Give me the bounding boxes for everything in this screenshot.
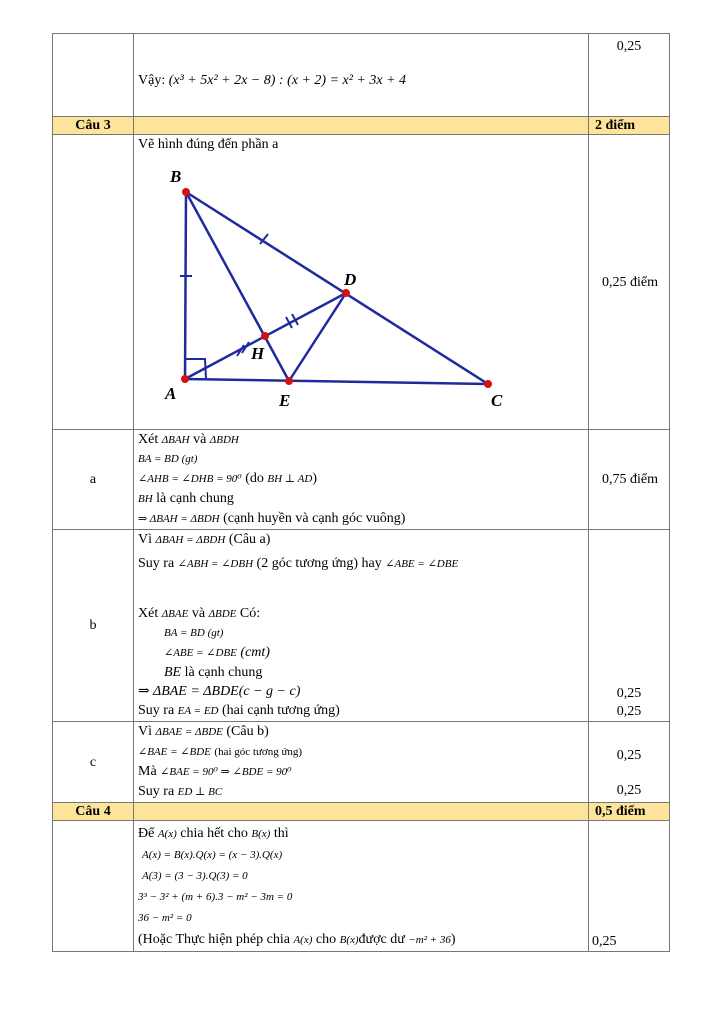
- row-part-c: [53, 722, 670, 803]
- point-c: [484, 380, 492, 388]
- row-part-b: [53, 530, 670, 722]
- cau3-label: Câu 3: [53, 117, 134, 135]
- label-a: A: [165, 384, 177, 403]
- part-a-label: a: [53, 430, 134, 530]
- part-a-score: 0,75 điểm: [589, 430, 670, 530]
- part-c-label: c: [53, 722, 134, 803]
- cau4-header: [53, 803, 670, 821]
- part-b-content: Vì ΔBAH = ΔBDH (Câu a) Suy ra ∠ABH = ∠DBH (2 góc tương ứng) hay ∠ABE = ∠DBE Xét ΔBAE và ΔBDE Có: BA = BD (gt) ∠ABE = ∠DBE (cmt) BE là cạnh chung ⇒ ΔBAE = ΔBDE(c − g − c) Suy ra EA = ED (hai cạnh tương ứng): [134, 530, 589, 722]
- cau4-points: 0,5 điểm: [589, 803, 670, 821]
- conclusion-math: (x³ + 5x² + 2x − 8) : (x + 2) = x² + 3x + 4: [168, 72, 407, 88]
- label-c: C: [491, 391, 503, 410]
- geometry-figure: [138, 154, 518, 424]
- part-b-scores: [589, 530, 670, 722]
- segment-ed: [289, 293, 346, 381]
- figure-caption: Vẽ hình đúng đến phần a: [138, 137, 279, 152]
- conclusion-label: Vậy:: [138, 72, 166, 88]
- cau3-points: 2 điểm: [589, 117, 670, 135]
- part-c-content: Vì ΔBAE = ΔBDE (Câu b) ∠BAE = ∠BDE (hai góc tương ứng) Mà ∠BAE = 90⁰ ⇒ ∠BDE = 90⁰ Suy ra ED ⊥ BC: [134, 722, 589, 803]
- part-b-score-1: 0,25: [616, 686, 642, 701]
- part-b-score-2: 0,25: [616, 704, 642, 719]
- label-e: E: [279, 391, 291, 410]
- part-c-score-1: 0,25: [616, 748, 642, 763]
- row-conclusion: [53, 34, 670, 117]
- label-d: D: [344, 270, 357, 289]
- conclusion-score: 0,25: [589, 34, 670, 117]
- row-part-a: [53, 430, 670, 530]
- point-d: [342, 289, 350, 297]
- row-figure: [53, 135, 670, 430]
- cau4-label: Câu 4: [53, 803, 134, 821]
- point-h: [261, 332, 269, 340]
- conclusion-cell: [134, 34, 589, 117]
- segment-be: [186, 192, 289, 381]
- label-h: H: [251, 344, 265, 363]
- point-b: [182, 188, 190, 196]
- cau4-content: Để A(x) chia hết cho B(x) thì A(x) = B(x).Q(x) = (x − 3).Q(x) A(3) = (3 − 3).Q(3) = 0 3³ − 3² + (m + 6).3 − m² − 3m = 0 36 − m² = 0 (Hoặc Thực hiện phép chia A(x) cho B(x)được dư −m² + 36): [134, 821, 589, 952]
- part-c-score-2: 0,25: [616, 783, 642, 798]
- point-e: [285, 377, 293, 385]
- figure-cell: [134, 135, 589, 430]
- cau3-header: [53, 117, 670, 135]
- figure-score: 0,25 điểm: [589, 135, 670, 430]
- label-b: B: [170, 167, 182, 186]
- segment-ac: [185, 379, 488, 384]
- cau4-score: 0,25: [589, 821, 670, 952]
- answer-key-table: [52, 33, 670, 952]
- row-cau4: [53, 821, 670, 952]
- segment-ba: [185, 192, 186, 379]
- point-a: [181, 375, 189, 383]
- part-a-content: Xét ΔBAH và ΔBDH BA = BD (gt) ∠AHB = ∠DHB = 90⁰ (do BH ⊥ AD) BH là cạnh chung ⇒ ΔBAH = ΔBDH (cạnh huyền và cạnh góc vuông): [134, 430, 589, 530]
- part-c-scores: [589, 722, 670, 803]
- part-b-label: b: [53, 530, 134, 722]
